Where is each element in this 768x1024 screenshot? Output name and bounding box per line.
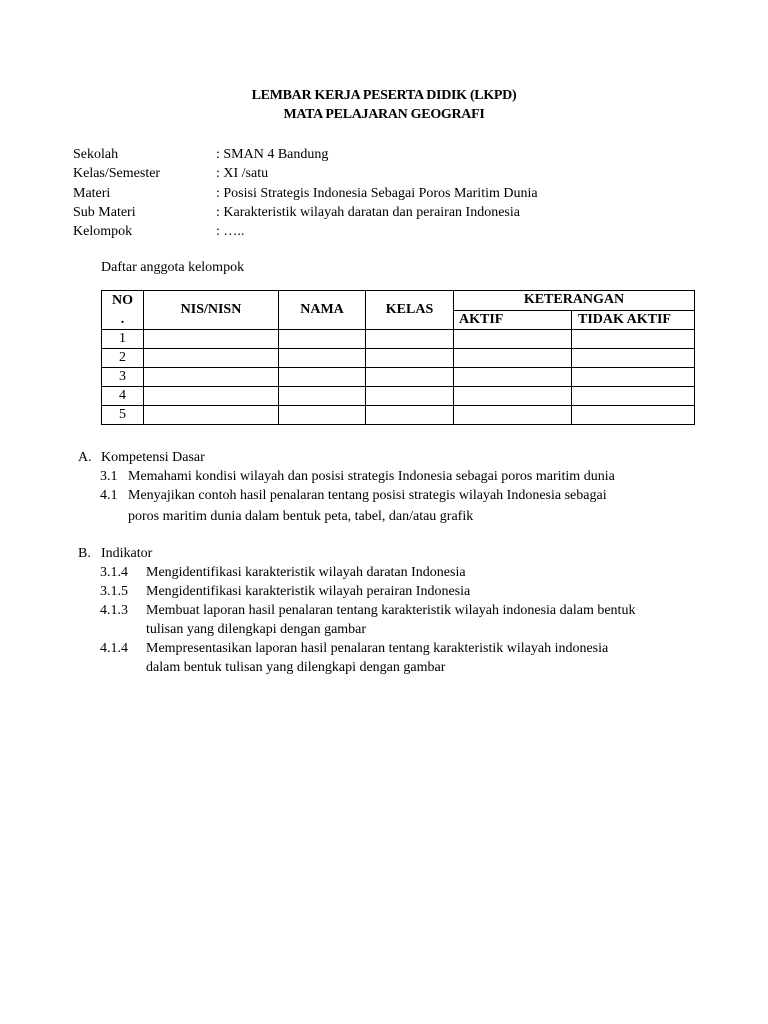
section-title: Indikator xyxy=(101,546,153,561)
list-item xyxy=(100,486,615,526)
tidak-aktif-cell[interactable] xyxy=(572,368,695,387)
item-text-line: dalam bentuk tulisan yang dilengkapi dengan gambar xyxy=(146,660,446,675)
identity-block xyxy=(73,145,538,241)
list-item xyxy=(100,582,635,601)
section-heading xyxy=(78,544,635,563)
info-value: : Karakteristik wilayah daratan dan perairan Indonesia xyxy=(216,204,520,220)
item-text-line: Membuat laporan hasil penalaran tentang karakteristik wilayah indonesia dalam bentuk xyxy=(146,603,636,618)
table-row xyxy=(102,330,695,349)
row-number: 3 xyxy=(102,368,144,387)
item-text-line: Menyajikan contoh hasil penalaran tentang posisi strategis wilayah Indonesia sebagai xyxy=(128,488,607,503)
info-label: Materi xyxy=(73,185,111,201)
info-value: : SMAN 4 Bandung xyxy=(216,147,329,162)
info-row-sekolah xyxy=(73,145,538,164)
aktif-cell[interactable] xyxy=(454,349,572,368)
document-subtitle: MATA PELAJARAN GEOGRAFI xyxy=(283,107,485,122)
section-indikator xyxy=(78,544,635,677)
nama-cell[interactable] xyxy=(279,387,366,406)
kelas-cell[interactable] xyxy=(366,330,454,349)
info-value: : ….. xyxy=(216,224,245,240)
item-code: 3.1.5 xyxy=(100,584,128,599)
aktif-cell[interactable] xyxy=(454,368,572,387)
document-title: LEMBAR KERJA PESERTA DIDIK (LKPD) xyxy=(251,88,517,103)
list-item xyxy=(100,563,635,582)
nama-cell[interactable] xyxy=(279,368,366,387)
nis-cell[interactable] xyxy=(144,330,279,349)
row-number: 4 xyxy=(102,387,144,406)
list-item xyxy=(100,601,635,639)
item-text xyxy=(146,601,635,639)
item-text: Mengidentifikasi karakteristik wilayah perairan Indonesia xyxy=(146,584,471,599)
section-letter: A. xyxy=(78,450,92,465)
nis-cell[interactable] xyxy=(144,387,279,406)
nis-cell[interactable] xyxy=(144,406,279,425)
kelas-cell[interactable] xyxy=(366,406,454,425)
list-item xyxy=(100,467,615,486)
section-heading xyxy=(78,448,615,467)
item-code: 4.1.4 xyxy=(100,641,128,656)
nama-cell[interactable] xyxy=(279,406,366,425)
info-label: Sekolah xyxy=(73,147,119,162)
section-letter: B. xyxy=(78,546,91,561)
item-text xyxy=(146,639,608,677)
item-text: Memahami kondisi wilayah dan posisi strategis Indonesia sebagai poros maritim dunia xyxy=(128,469,615,484)
row-number: 5 xyxy=(102,406,144,425)
nis-cell[interactable] xyxy=(144,368,279,387)
tidak-aktif-cell[interactable] xyxy=(572,387,695,406)
item-text-line: tulisan yang dilengkapi dengan gambar xyxy=(146,622,367,637)
kelas-cell[interactable] xyxy=(366,349,454,368)
table-row xyxy=(102,349,695,368)
kelas-cell[interactable] xyxy=(366,387,454,406)
info-value: : Posisi Strategis Indonesia Sebagai Poros Maritim Dunia xyxy=(216,185,538,201)
item-text-line: Mempresentasikan laporan hasil penalaran tentang karakteristik wilayah indonesia xyxy=(146,641,609,656)
aktif-cell[interactable] xyxy=(454,406,572,425)
item-code: 4.1.3 xyxy=(100,603,128,618)
member-table xyxy=(101,290,695,425)
row-number: 2 xyxy=(102,349,144,368)
list-item xyxy=(100,639,635,677)
item-code: 4.1 xyxy=(100,488,118,503)
tidak-aktif-cell[interactable] xyxy=(572,406,695,425)
tidak-aktif-cell[interactable] xyxy=(572,330,695,349)
item-code: 3.1.4 xyxy=(100,565,128,580)
item-text: Mengidentifikasi karakteristik wilayah daratan Indonesia xyxy=(146,565,466,580)
section-title: Kompetensi Dasar xyxy=(101,450,205,465)
info-row-kelas-semester xyxy=(73,164,538,183)
section-kompetensi-dasar xyxy=(78,448,615,526)
table-row xyxy=(102,387,695,406)
item-code: 3.1 xyxy=(100,469,118,484)
member-list-label: Daftar anggota kelompok xyxy=(101,260,245,275)
info-value: : XI /satu xyxy=(216,166,269,182)
info-label: Kelompok xyxy=(73,224,133,240)
info-row-materi xyxy=(73,184,538,203)
col-header-no-line2: . xyxy=(120,312,125,327)
kelas-cell[interactable] xyxy=(366,368,454,387)
col-header-no-line1: NO xyxy=(112,293,133,308)
nama-cell[interactable] xyxy=(279,349,366,368)
item-text xyxy=(128,486,607,526)
table-row xyxy=(102,406,695,425)
info-label: Sub Materi xyxy=(73,204,136,220)
col-header-aktif: AKTIF xyxy=(454,310,572,330)
col-header-tidak-aktif: TIDAK AKTIF xyxy=(572,310,695,330)
aktif-cell[interactable] xyxy=(454,387,572,406)
info-row-sub-materi xyxy=(73,203,538,222)
col-header-nama: NAMA xyxy=(279,291,366,330)
row-number: 1 xyxy=(102,330,144,349)
info-row-kelompok xyxy=(73,222,538,241)
item-text-line: poros maritim dunia dalam bentuk peta, tabel, dan/atau grafik xyxy=(128,509,474,524)
tidak-aktif-cell[interactable] xyxy=(572,349,695,368)
nis-cell[interactable] xyxy=(144,349,279,368)
nama-cell[interactable] xyxy=(279,330,366,349)
col-header-nis: NIS/NISN xyxy=(144,291,279,330)
col-header-kelas: KELAS xyxy=(366,291,454,330)
col-header-keterangan: KETERANGAN xyxy=(454,291,695,311)
table-row xyxy=(102,368,695,387)
info-label: Kelas/Semester xyxy=(73,166,161,182)
col-header-no xyxy=(102,291,144,330)
aktif-cell[interactable] xyxy=(454,330,572,349)
